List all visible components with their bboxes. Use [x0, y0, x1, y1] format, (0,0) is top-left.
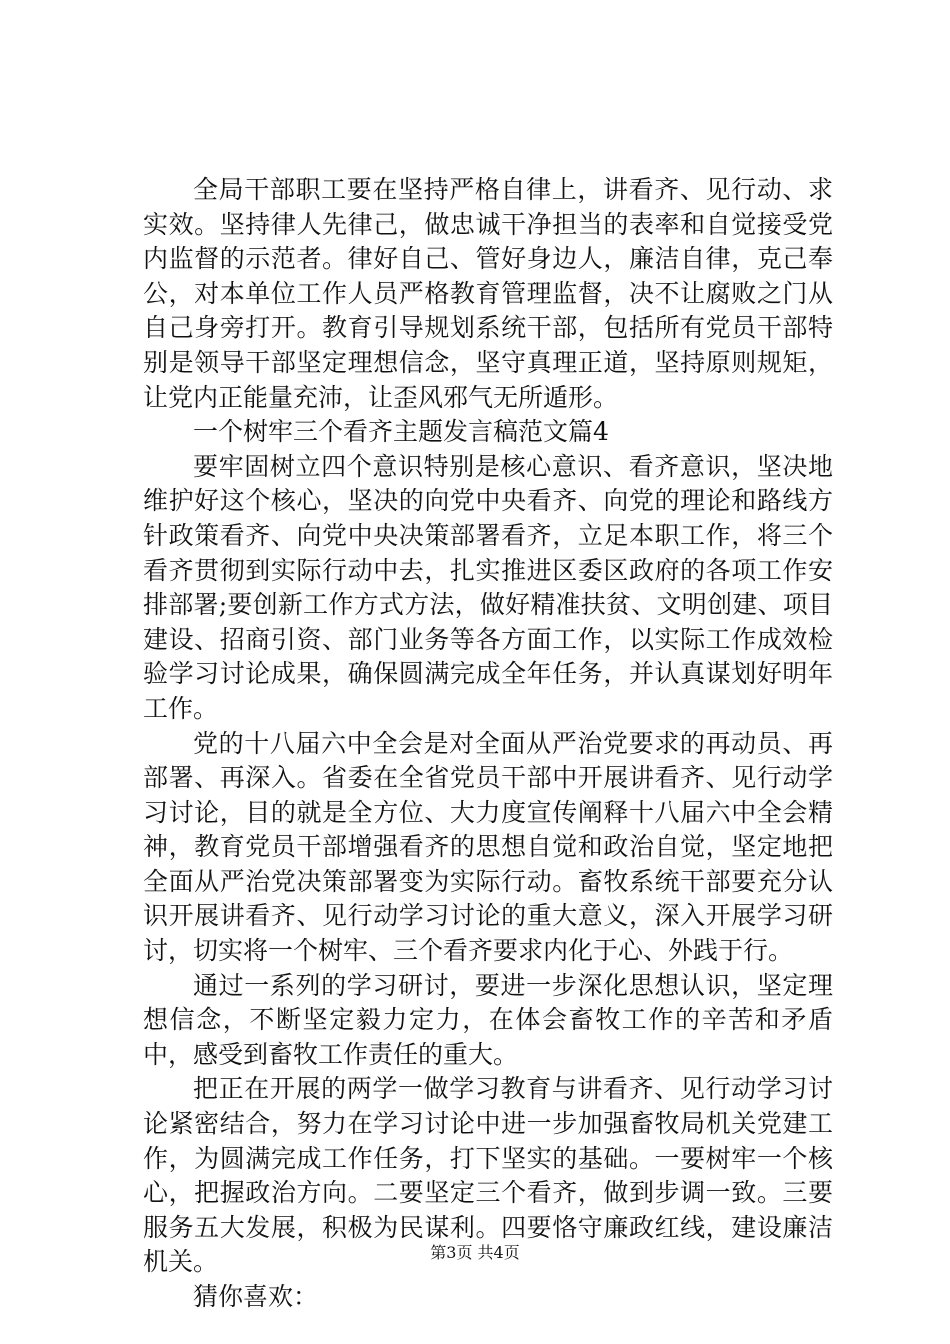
paragraph-four-consciousness: 要牢固树立四个意识特别是核心意识、看齐意识，坚决地维护好这个核心，坚决的向党中央看齐、向党的理论和路线方针政策看齐、向党中央决策部署看齐，立足本职工作，将三个看齐贯彻到实际行动中去，扎实推进区委区政府的各项工作安排部署;要创新工作方式方法，做好精准扶贫、文明创建、项目建设、招商引资、部门业务等各方面工作，以实际工作成效检验学习讨论成果，确保圆满完成全年任务，并认真谋划好明年工作。 [143, 451, 833, 723]
paragraph-two-studies: 把正在开展的两学一做学习教育与讲看齐、见行动学习讨论紧密结合，努力在学习讨论中进一步加强畜牧局机关党建工作，为圆满完成工作任务，打下坚实的基础。一要树牢一个核心，把握政治方向。二要坚定三个看齐，做到步调一致。三要服务五大发展，积极为民谋利。四要恪守廉政红线，建设廉洁机关。 [143, 1074, 833, 1277]
document-body [143, 173, 833, 1315]
paragraph-study-discussion: 通过一系列的学习研讨，要进一步深化思想认识，坚定理想信念，不断坚定毅力定力，在体会畜牧工作的辛苦和矛盾中，感受到畜牧工作责任的重大。 [143, 970, 833, 1069]
paragraph-self-discipline: 全局干部职工要在坚持严格自律上，讲看齐、见行动、求实效。坚持律人先律己，做忠诚干净担当的表率和自觉接受党内监督的示范者。律好自己、管好身边人，廉洁自律，克己奉公，对本单位工作人员严格教育管理监督，决不让腐败之门从自己身旁打开。教育引导规划系统干部，包括所有党员干部特别是领导干部坚定理想信念，坚守真理正道，坚持原则规矩，让党内正能量充沛，让歪风邪气无所遁形。 [143, 175, 833, 412]
paragraph-sixth-plenum: 党的十八届六中全会是对全面从严治党要求的再动员、再部署、再深入。省委在全省党员干部中开展讲看齐、见行动学习讨论，目的就是全方位、大力度宣传阐释十八届六中全会精神，教育党员干部增强看齐的思想自觉和政治自觉，坚定地把全面从严治党决策部署变为实际行动。畜牧系统干部要充分认识开展讲看齐、见行动学习讨论的重大意义，深入开展学习研讨，切实将一个树牢、三个看齐要求内化于心、外践于行。 [143, 728, 833, 966]
page-number-footer: 第3页 共4页 [430, 1243, 520, 1262]
section-heading: 一个树牢三个看齐主题发言稿范文篇4 [193, 417, 609, 447]
paragraph-you-may-like: 猜你喜欢： [193, 1282, 319, 1311]
